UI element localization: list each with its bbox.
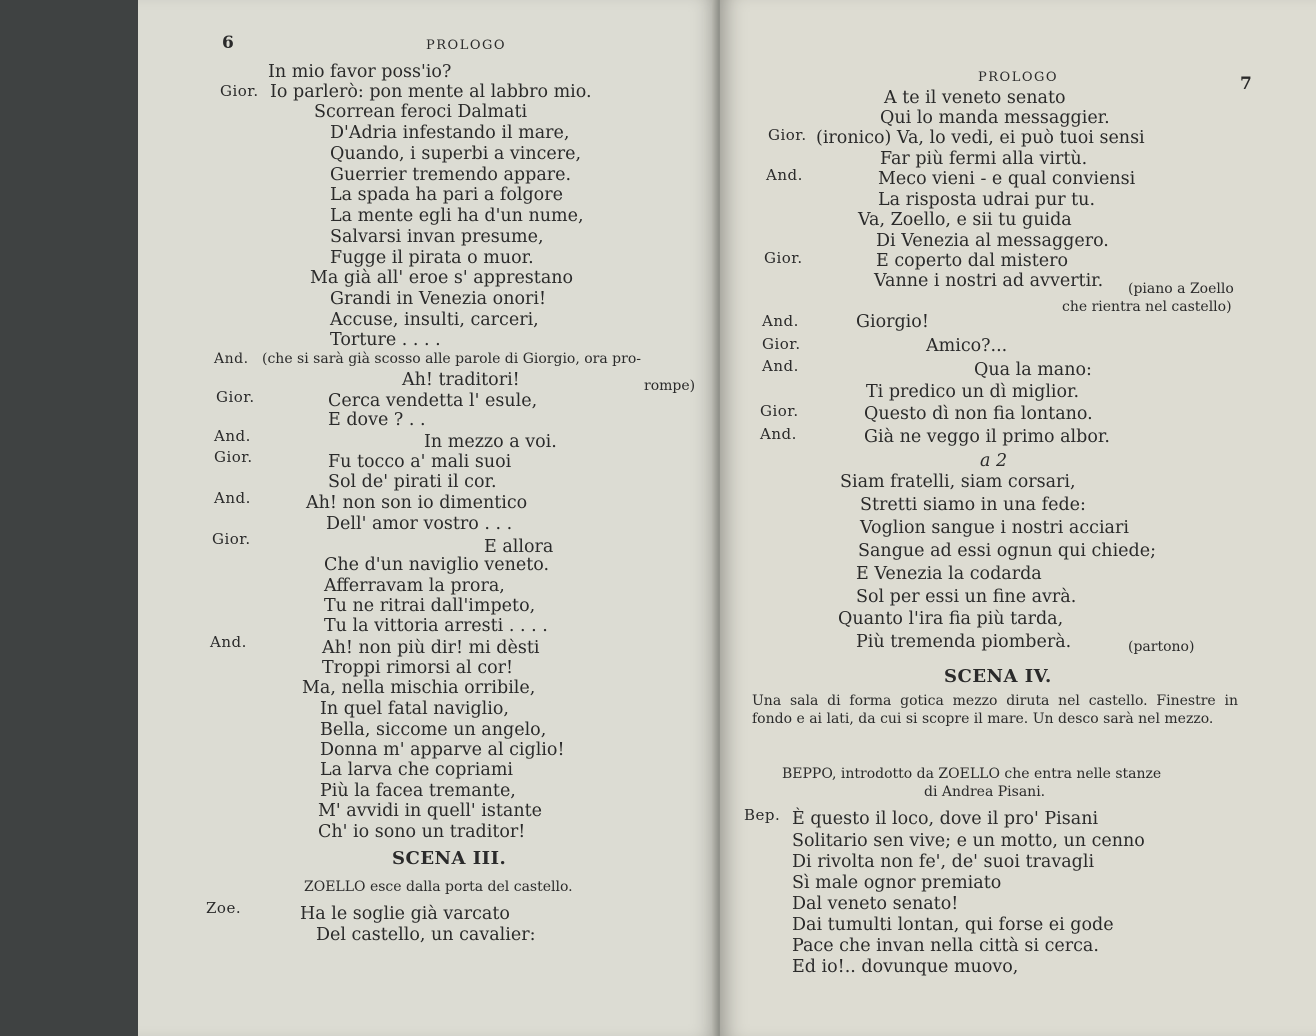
verse-line: Donna m' apparve al ciglio! <box>320 740 565 760</box>
stage-direction: (che si sarà già scosso alle parole di Giorgio, ora pro- <box>262 351 641 367</box>
verse-line: Fugge il pirata o muor. <box>330 248 534 268</box>
speaker: And. <box>214 489 251 507</box>
speaker: Gior. <box>220 82 259 100</box>
verse-line: Dai tumulti lontan, qui forse ei gode <box>792 915 1114 935</box>
speaker: Gior. <box>762 335 801 353</box>
page-number: 7 <box>1240 74 1252 94</box>
stage-direction: (partono) <box>1128 639 1195 655</box>
verse-line: Ti predico un dì miglior. <box>866 382 1080 402</box>
verse-line: Salvarsi invan presume, <box>330 227 544 247</box>
speaker: And. <box>210 633 247 651</box>
verse-line: La risposta udrai pur tu. <box>878 190 1096 210</box>
speaker: Gior. <box>768 126 807 144</box>
verse-line: Dell' amor vostro . . . <box>326 514 513 534</box>
verse-line: Siam fratelli, siam corsari, <box>840 472 1076 492</box>
speaker: And. <box>214 427 251 445</box>
speaker: Bep. <box>744 806 781 824</box>
verse-line: Meco vieni - e qual conviensi <box>878 169 1136 189</box>
verse-line: E coperto dal mistero <box>876 251 1068 271</box>
speaker: And. <box>766 166 803 184</box>
speaker: Zoe. <box>206 899 242 917</box>
verse-line: Grandi in Venezia onori! <box>330 289 547 309</box>
speaker: Gior. <box>764 249 803 267</box>
verse-line: E allora <box>484 537 554 557</box>
verse-line: Più tremenda piomberà. <box>856 632 1072 652</box>
dark-background <box>0 0 140 1036</box>
verse-line: Ah! non più dir! mi dèsti <box>322 638 540 658</box>
verse-line: Ha le soglie già varcato <box>300 904 510 924</box>
verse-line: Sì male ognor premiato <box>792 873 1002 893</box>
stage-direction: rompe) <box>644 378 696 394</box>
speaker: Gior. <box>760 402 799 420</box>
verse-line: Tu ne ritrai dall'impeto, <box>324 596 536 616</box>
verse-line: Sangue ad essi ognun qui chiede; <box>858 541 1156 561</box>
verse-line: In mio favor poss'io? <box>268 62 452 82</box>
stage-direction: che rientra nel castello) <box>1062 299 1232 315</box>
verse-line: D'Adria infestando il mare, <box>330 123 570 143</box>
running-header: PROLOGO <box>978 70 1059 85</box>
verse-line: Qui lo manda messaggier. <box>880 108 1110 128</box>
verse-line: Del castello, un cavalier: <box>316 925 536 945</box>
stage-direction: di Andrea Pisani. <box>924 784 1046 800</box>
verse-line: Troppi rimorsi al cor! <box>322 658 514 678</box>
verse-line: Questo dì non fia lontano. <box>864 404 1093 424</box>
left-page <box>138 0 718 1036</box>
scene-title: SCENA III. <box>392 848 507 869</box>
stage-direction: BEPPO, introdotto da ZOELLO che entra nelle stanze <box>782 766 1162 782</box>
page-number: 6 <box>222 33 234 53</box>
speaker: Gior. <box>216 388 255 406</box>
verse-line: M' avvidi in quell' istante <box>318 801 542 821</box>
scene-title: SCENA IV. <box>944 666 1052 687</box>
verse-line: Sol de' pirati il cor. <box>328 472 497 492</box>
verse-line: Ah! non son io dimentico <box>306 493 528 513</box>
verse-line: Più la facea tremante, <box>320 781 516 801</box>
speaker: And. <box>762 357 799 375</box>
scene-description: Una sala di forma gotica mezzo diruta nel castello. Finestre in fondo e ai lati, da cui si scopre il mare. Un desco sarà nel mezzo. <box>752 693 1238 727</box>
verse-line: Qua la mano: <box>974 360 1092 380</box>
verse-line: La spada ha pari a folgore <box>330 185 563 205</box>
stage-direction: ZOELLO esce dalla porta del castello. <box>304 879 573 895</box>
running-header: PROLOGO <box>426 38 507 53</box>
verse-line: Tu la vittoria arresti . . . . <box>324 616 548 636</box>
verse-line: Ed io!.. dovunque muovo, <box>792 957 1019 977</box>
verse-line: Giorgio! <box>856 312 929 332</box>
speaker: And. <box>214 351 249 367</box>
verse-line: Quando, i superbi a vincere, <box>330 144 582 164</box>
verse-line: In mezzo a voi. <box>424 432 557 452</box>
speaker: And. <box>760 425 797 443</box>
verse-line: Ah! traditori! <box>402 370 520 390</box>
verse-line: Che d'un naviglio veneto. <box>324 555 550 575</box>
verse-line: Far più fermi alla virtù. <box>880 149 1088 169</box>
verse-line: Quanto l'ira fia più tarda, <box>838 609 1064 629</box>
verse-line: Guerrier tremendo appare. <box>330 165 572 185</box>
stage-direction: (piano a Zoello <box>1128 281 1234 297</box>
verse-line: Dal veneto senato! <box>792 894 959 914</box>
speaker: Gior. <box>214 448 253 466</box>
verse-line: (ironico) Va, lo vedi, ei può tuoi sensi <box>816 128 1145 148</box>
verse-line: Stretti siamo in una fede: <box>860 495 1086 515</box>
verse-line: Ma già all' eroe s' apprestano <box>310 268 574 288</box>
verse-line: È questo il loco, dove il pro' Pisani <box>792 809 1099 829</box>
verse-line: A te il veneto senato <box>884 88 1066 108</box>
a-due-marker: a 2 <box>980 451 1008 471</box>
verse-line: Scorrean feroci Dalmati <box>314 102 528 122</box>
verse-line: Di rivolta non fe', de' suoi travagli <box>792 852 1095 872</box>
verse-line: La larva che copriami <box>320 760 514 780</box>
verse-line: Di Venezia al messaggero. <box>876 231 1109 251</box>
verse-line: Ma, nella mischia orribile, <box>302 678 536 698</box>
right-page <box>720 0 1316 1036</box>
verse-line: Va, Zoello, e sii tu guida <box>858 210 1072 230</box>
verse-line: Afferravam la prora, <box>324 576 505 596</box>
verse-line: Cerca vendetta l' esule, <box>328 391 538 411</box>
verse-line: Amico?... <box>926 336 1008 356</box>
verse-line: Fu tocco a' mali suoi <box>328 452 512 472</box>
verse-line: Bella, siccome un angelo, <box>320 720 547 740</box>
verse-line: Io parlerò: pon mente al labbro mio. <box>270 82 592 102</box>
speaker: And. <box>762 312 799 330</box>
verse-line: Sol per essi un fine avrà. <box>856 587 1077 607</box>
verse-line: Pace che invan nella città si cerca. <box>792 936 1099 956</box>
verse-line: In quel fatal naviglio, <box>320 699 509 719</box>
verse-line: E dove ? . . <box>328 410 426 430</box>
verse-line: Già ne veggo il primo albor. <box>864 427 1110 447</box>
verse-line: Solitario sen vive; e un motto, un cenno <box>792 831 1145 851</box>
speaker: Gior. <box>212 530 251 548</box>
verse-line: Voglion sangue i nostri acciari <box>860 518 1129 538</box>
verse-line: Accuse, insulti, carceri, <box>330 310 539 330</box>
verse-line: Ch' io sono un traditor! <box>318 822 526 842</box>
verse-line: Torture . . . . <box>330 330 441 350</box>
verse-line: La mente egli ha d'un nume, <box>330 206 584 226</box>
verse-line: Vanne i nostri ad avvertir. <box>874 271 1104 291</box>
verse-line: E Venezia la codarda <box>856 564 1042 584</box>
